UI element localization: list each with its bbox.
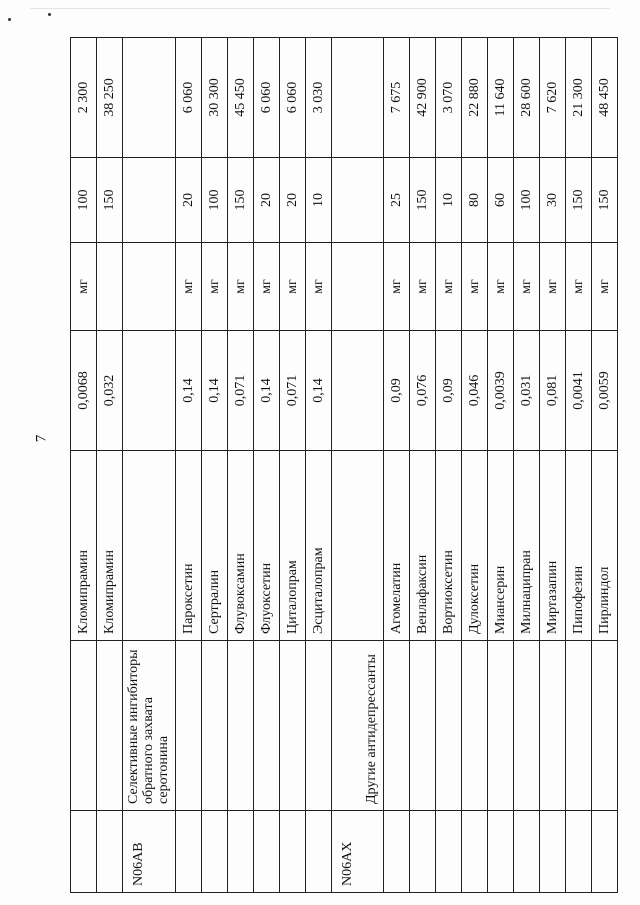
amount-cell: 100 — [202, 158, 228, 243]
dose-cell: 0,046 — [462, 331, 488, 451]
table-row — [306, 38, 332, 893]
table-row — [202, 38, 228, 893]
drug-group-cell — [462, 641, 488, 811]
dose-cell: 0,14 — [254, 331, 280, 451]
unit-cell — [123, 243, 176, 331]
amount-cell: 20 — [254, 158, 280, 243]
unit-cell: мг — [254, 243, 280, 331]
table-row — [384, 38, 410, 893]
cost-cell: 3 070 — [436, 38, 462, 158]
drug-group-cell — [514, 641, 540, 811]
amount-cell: 100 — [71, 158, 97, 243]
cost-cell — [123, 38, 176, 158]
atc-code-cell — [514, 811, 540, 893]
cost-cell: 21 300 — [566, 38, 592, 158]
amount-cell: 80 — [462, 158, 488, 243]
table-row — [592, 38, 618, 893]
dose-cell: 0,14 — [202, 331, 228, 451]
cost-cell: 6 060 — [280, 38, 306, 158]
dose-cell: 0,081 — [540, 331, 566, 451]
unit-cell: мг — [306, 243, 332, 331]
drug-group-cell — [254, 641, 280, 811]
drug-name-cell: Миртазапин — [540, 451, 566, 641]
dose-cell: 0,0068 — [71, 331, 97, 451]
amount-cell: 150 — [97, 158, 123, 243]
drug-group-cell — [306, 641, 332, 811]
dose-cell: 0,071 — [280, 331, 306, 451]
table-row — [71, 38, 97, 893]
amount-cell: 30 — [540, 158, 566, 243]
table-row — [123, 38, 176, 893]
unit-cell: мг — [436, 243, 462, 331]
amount-cell — [123, 158, 176, 243]
atc-code-cell — [280, 811, 306, 893]
drug-name-cell: Циталопрам — [280, 451, 306, 641]
drug-name-cell: Пароксетин — [176, 451, 202, 641]
unit-cell: мг — [202, 243, 228, 331]
drug-name-cell: Флуоксетин — [254, 451, 280, 641]
table-row — [488, 38, 514, 893]
cost-cell: 11 640 — [488, 38, 514, 158]
unit-cell: мг — [514, 243, 540, 331]
drug-group-cell — [436, 641, 462, 811]
drug-group-cell: Другие антидепрессанты — [332, 641, 384, 811]
drug-group-cell — [71, 641, 97, 811]
atc-code-cell — [71, 811, 97, 893]
drug-name-cell: Миансерин — [488, 451, 514, 641]
unit-cell: мг — [176, 243, 202, 331]
atc-code-cell — [254, 811, 280, 893]
drug-group-cell — [566, 641, 592, 811]
atc-code-cell — [462, 811, 488, 893]
unit-cell: мг — [592, 243, 618, 331]
amount-cell: 150 — [410, 158, 436, 243]
atc-code-cell — [436, 811, 462, 893]
drug-name-cell: Милнаципран — [514, 451, 540, 641]
atc-code-cell — [566, 811, 592, 893]
table-row — [280, 38, 306, 893]
cost-cell: 3 030 — [306, 38, 332, 158]
table-row — [514, 38, 540, 893]
unit-cell — [332, 243, 384, 331]
atc-code-cell — [97, 811, 123, 893]
dose-cell: 0,071 — [228, 331, 254, 451]
drug-table — [70, 37, 618, 893]
drug-name-cell: Кломипрамин — [71, 451, 97, 641]
amount-cell — [332, 158, 384, 243]
drug-name-cell: Пипофезин — [566, 451, 592, 641]
atc-code-cell — [202, 811, 228, 893]
drug-name-cell: Вортиоксетин — [436, 451, 462, 641]
cost-cell: 28 600 — [514, 38, 540, 158]
drug-name-cell: Флувоксамин — [228, 451, 254, 641]
atc-code-cell — [410, 811, 436, 893]
drug-group-cell — [97, 641, 123, 811]
amount-cell: 150 — [228, 158, 254, 243]
cost-cell: 7 675 — [384, 38, 410, 158]
dose-cell: 0,0039 — [488, 331, 514, 451]
cost-cell: 7 620 — [540, 38, 566, 158]
amount-cell: 150 — [566, 158, 592, 243]
atc-code-cell — [540, 811, 566, 893]
drug-name-cell: Дулоксетин — [462, 451, 488, 641]
cost-cell: 38 250 — [97, 38, 123, 158]
cost-cell: 48 450 — [592, 38, 618, 158]
scan-top-border — [30, 8, 610, 9]
dose-cell: 0,0059 — [592, 331, 618, 451]
dose-cell: 0,14 — [306, 331, 332, 451]
drug-name-cell: Пирлиндол — [592, 451, 618, 641]
drug-group-cell — [176, 641, 202, 811]
dose-cell: 0,14 — [176, 331, 202, 451]
atc-code-cell — [228, 811, 254, 893]
cost-cell: 30 300 — [202, 38, 228, 158]
cost-cell — [332, 38, 384, 158]
unit-cell: мг — [410, 243, 436, 331]
table-row — [332, 38, 384, 893]
table-row — [410, 38, 436, 893]
atc-code-cell — [306, 811, 332, 893]
amount-cell: 100 — [514, 158, 540, 243]
drug-group-cell — [410, 641, 436, 811]
drug-group-cell — [202, 641, 228, 811]
drug-name-cell: Агомелатин — [384, 451, 410, 641]
unit-cell: мг — [462, 243, 488, 331]
atc-code-cell: N06AB — [123, 811, 176, 893]
drug-name-cell: Эсциталопрам — [306, 451, 332, 641]
table-row — [176, 38, 202, 893]
table-row — [462, 38, 488, 893]
amount-cell: 10 — [436, 158, 462, 243]
dose-cell: 0,032 — [97, 331, 123, 451]
table-row — [540, 38, 566, 893]
unit-cell: мг — [566, 243, 592, 331]
dose-cell: 0,09 — [436, 331, 462, 451]
dose-cell — [332, 331, 384, 451]
amount-cell: 10 — [306, 158, 332, 243]
cost-cell: 6 060 — [254, 38, 280, 158]
cost-cell: 2 300 — [71, 38, 97, 158]
atc-code-cell — [176, 811, 202, 893]
drug-group-cell — [488, 641, 514, 811]
atc-code-cell: N06AX — [332, 811, 384, 893]
cost-cell: 6 060 — [176, 38, 202, 158]
drug-group-cell: Селективные ингибиторы обратного захвата серотонина — [123, 641, 176, 811]
amount-cell: 25 — [384, 158, 410, 243]
cost-cell: 42 900 — [410, 38, 436, 158]
dose-cell: 0,09 — [384, 331, 410, 451]
cost-cell: 45 450 — [228, 38, 254, 158]
drug-group-cell — [280, 641, 306, 811]
scan-artifact — [8, 18, 11, 21]
unit-cell: мг — [71, 243, 97, 331]
table-row — [97, 38, 123, 893]
amount-cell: 150 — [592, 158, 618, 243]
drug-name-cell — [123, 451, 176, 641]
unit-cell: мг — [228, 243, 254, 331]
atc-code-cell — [592, 811, 618, 893]
drug-group-cell — [540, 641, 566, 811]
unit-cell: мг — [488, 243, 514, 331]
amount-cell: 20 — [176, 158, 202, 243]
atc-code-cell — [384, 811, 410, 893]
drug-group-cell — [228, 641, 254, 811]
drug-name-cell: Венлафаксин — [410, 451, 436, 641]
dose-cell: 0,0041 — [566, 331, 592, 451]
table-row — [566, 38, 592, 893]
drug-name-cell: Сертралин — [202, 451, 228, 641]
page-number: 7 — [33, 434, 50, 443]
drug-group-cell — [592, 641, 618, 811]
cost-cell: 22 880 — [462, 38, 488, 158]
amount-cell: 20 — [280, 158, 306, 243]
atc-code-cell — [488, 811, 514, 893]
amount-cell: 60 — [488, 158, 514, 243]
rotated-table-wrapper — [70, 38, 612, 893]
unit-cell: мг — [280, 243, 306, 331]
drug-name-cell — [332, 451, 384, 641]
table-row — [228, 38, 254, 893]
drug-group-cell — [384, 641, 410, 811]
table-row — [254, 38, 280, 893]
scan-artifact — [48, 13, 51, 16]
drug-name-cell: Кломипрамин — [97, 451, 123, 641]
table-row — [436, 38, 462, 893]
dose-cell — [123, 331, 176, 451]
unit-cell: мг — [540, 243, 566, 331]
unit-cell: мг — [384, 243, 410, 331]
unit-cell — [97, 243, 123, 331]
dose-cell: 0,031 — [514, 331, 540, 451]
dose-cell: 0,076 — [410, 331, 436, 451]
